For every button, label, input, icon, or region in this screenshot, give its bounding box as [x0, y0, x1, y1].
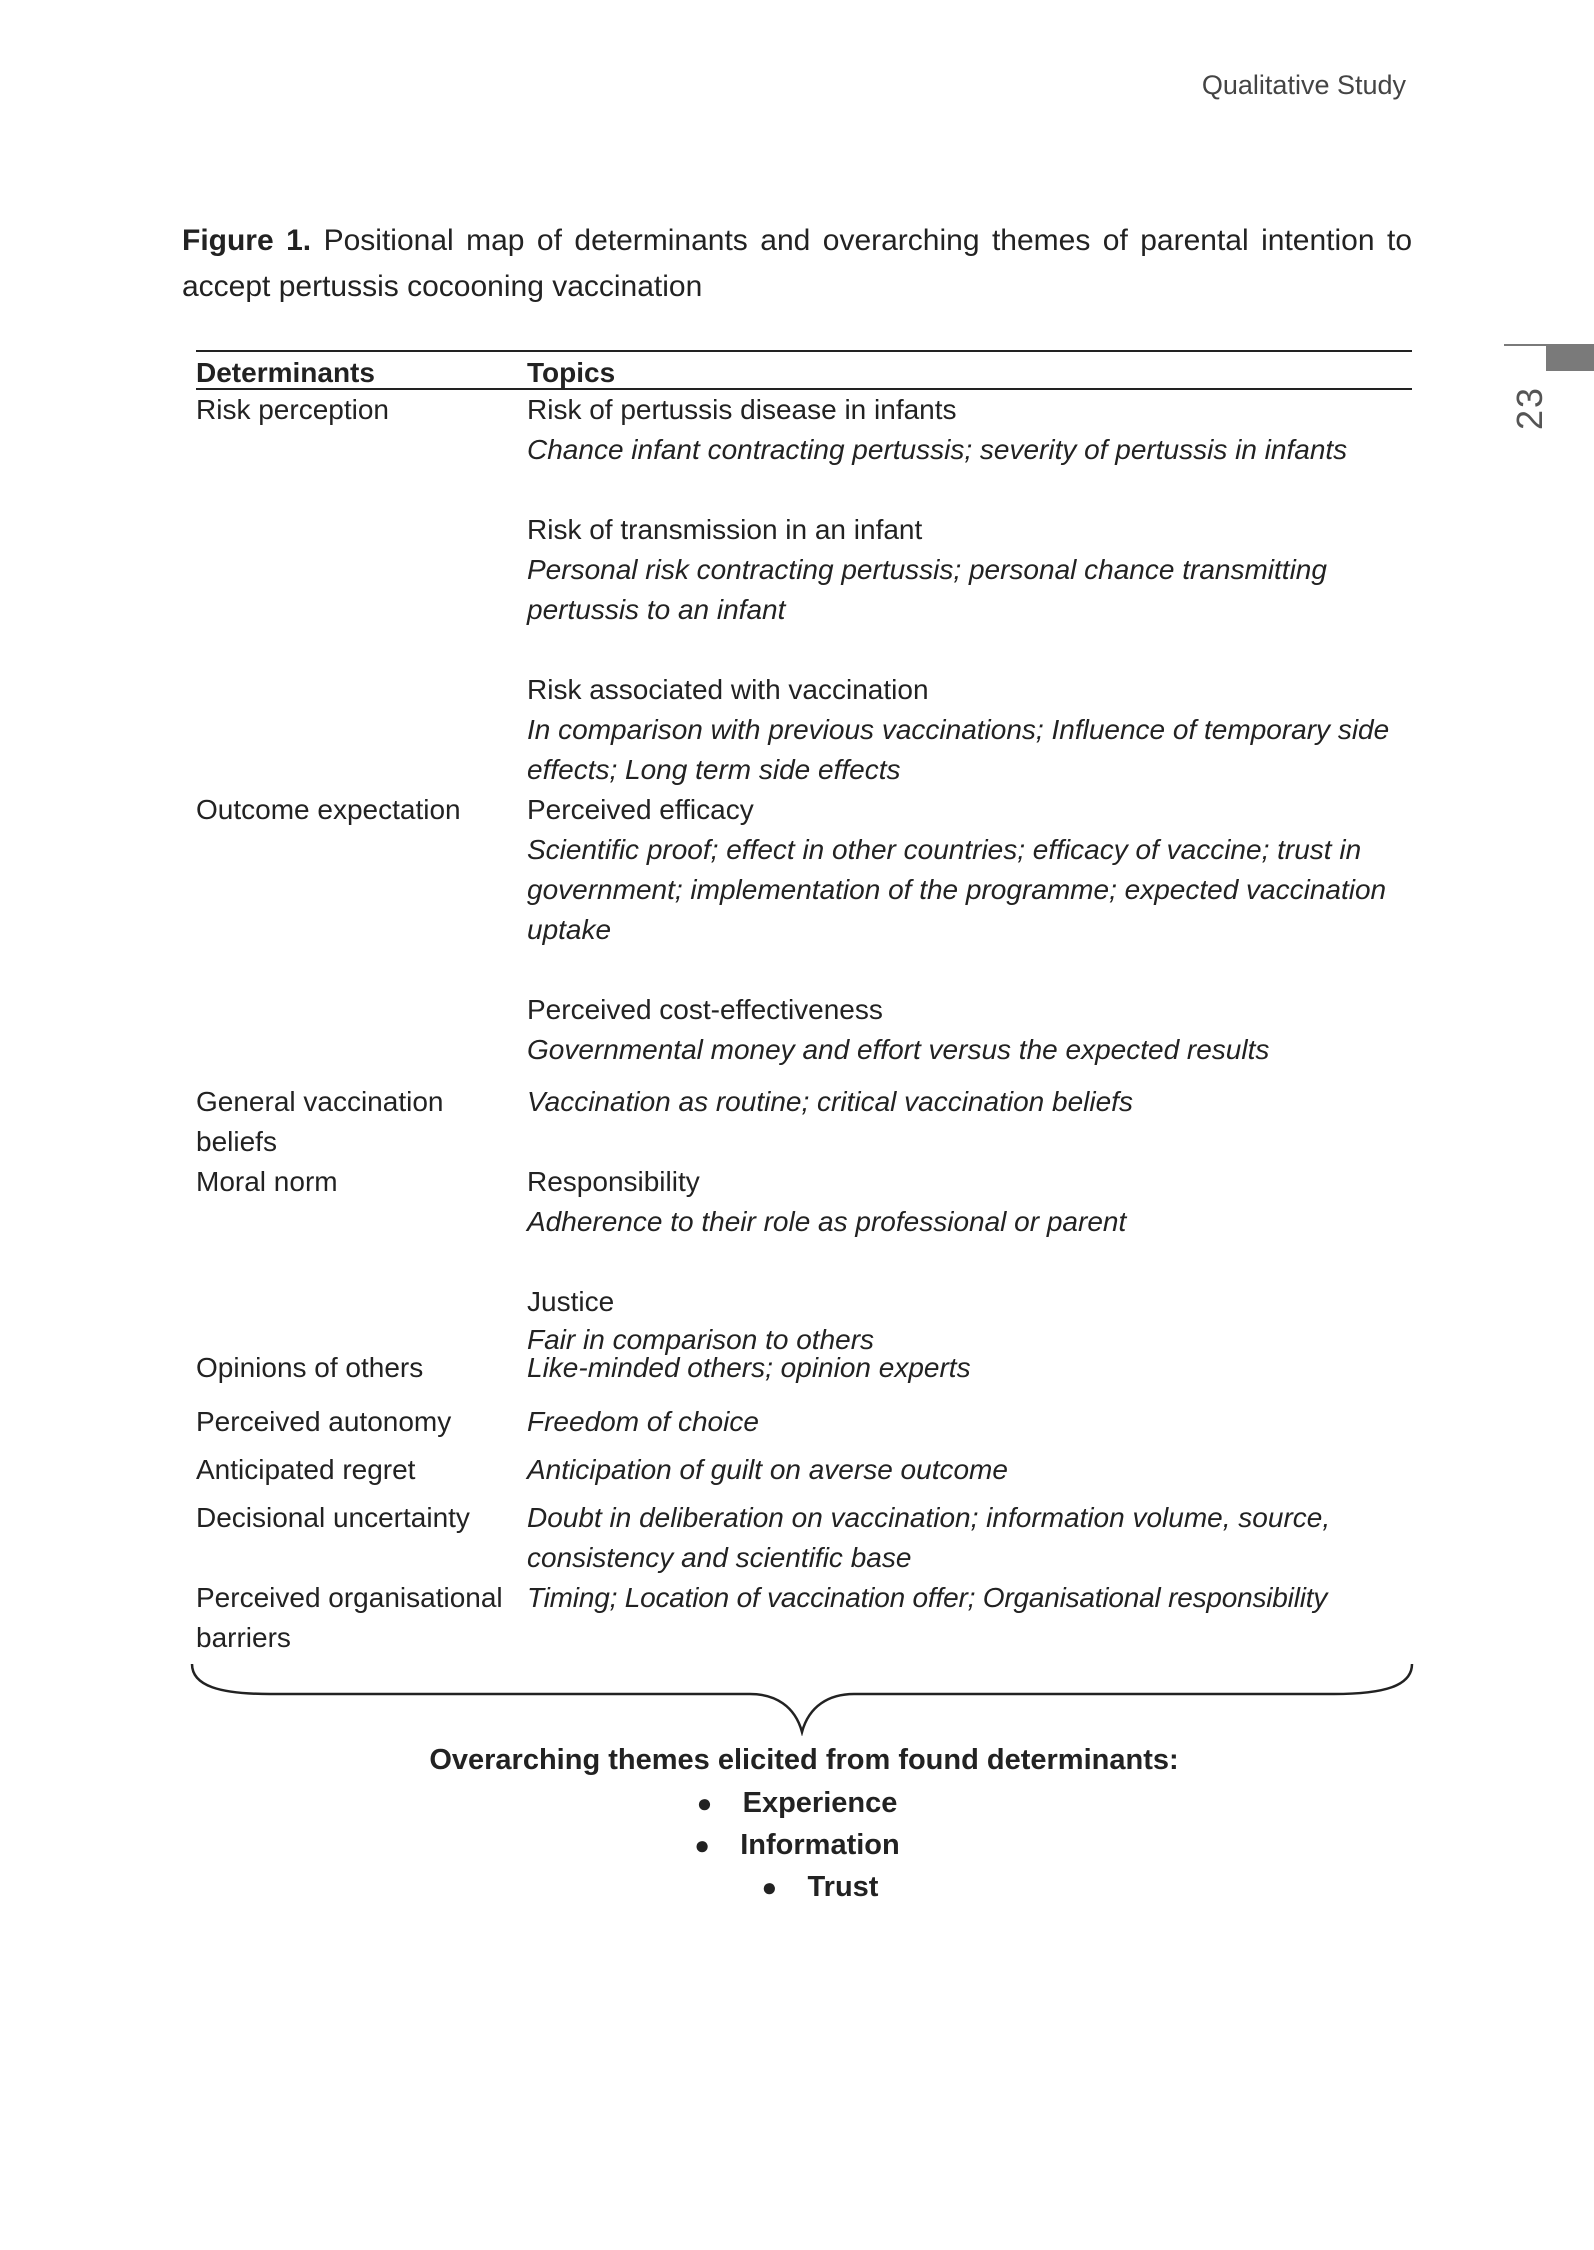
topic-description: Scientific proof; effect in other countries; efficacy of vaccine; trust in government; implementation of the programme; expected vaccination uptake	[527, 834, 1387, 945]
topics-cell	[527, 1348, 1412, 1388]
topic-description: In comparison with previous vaccinations; Influence of temporary side effects; Long term side effects	[527, 714, 1390, 785]
topics-cell	[527, 390, 1412, 790]
topic-description: Governmental money and effort versus the expected results	[527, 1034, 1270, 1065]
topic-description: Vaccination as routine; critical vaccination beliefs	[527, 1086, 1133, 1117]
determinant-cell: General vaccination beliefs	[196, 1086, 444, 1157]
determinant-cell: Risk perception	[196, 394, 389, 425]
topic-description: Like-minded others; opinion experts	[527, 1352, 971, 1383]
page-tab-rule	[1504, 344, 1546, 346]
topics-cell	[527, 1402, 1412, 1442]
page-number: 23	[1509, 385, 1550, 431]
topic-description: Timing; Location of vaccination offer; Organisational responsibility	[527, 1582, 1328, 1613]
determinant-cell: Anticipated regret	[196, 1454, 416, 1485]
themes-title: Overarching themes elicited from found determinants:	[429, 1744, 1179, 1776]
determinants-table	[196, 350, 1412, 1658]
determinant-cell: Opinions of others	[196, 1352, 424, 1383]
topics-cell	[527, 1578, 1412, 1658]
figure-caption	[182, 218, 1412, 310]
topic-description: Anticipation of guilt on averse outcome	[527, 1454, 1008, 1485]
bullet-icon: ●	[694, 1830, 710, 1860]
table-row	[196, 390, 1412, 790]
table-row	[196, 1402, 1412, 1442]
page-tab-marker	[1546, 344, 1594, 371]
determinant-cell: Outcome expectation	[196, 794, 461, 825]
table-row	[196, 1348, 1412, 1388]
figure-label: Figure 1.	[182, 224, 312, 257]
table-row	[196, 790, 1412, 1070]
curly-brace-graphic	[190, 1656, 1414, 1736]
topic-title: Justice	[527, 1286, 615, 1317]
topic-title: Perceived efficacy	[527, 794, 754, 825]
topic-title: Risk of pertussis disease in infants	[527, 394, 957, 425]
topic-title: Perceived cost-effectiveness	[527, 994, 883, 1025]
topics-cell	[527, 790, 1412, 1070]
table-row	[196, 1450, 1412, 1490]
bullet-icon: ●	[696, 1788, 713, 1818]
topic-title: Risk associated with vaccination	[527, 674, 929, 705]
determinant-cell: Perceived autonomy	[196, 1406, 452, 1437]
topic-description: Fair in comparison to others	[527, 1324, 875, 1355]
theme-label: Trust	[807, 1871, 879, 1903]
theme-label: Experience	[742, 1787, 898, 1819]
table-header-row	[196, 352, 1412, 390]
theme-label: Information	[740, 1829, 900, 1861]
determinant-cell: Perceived organisational barriers	[196, 1582, 503, 1653]
topics-cell	[527, 1082, 1412, 1162]
topic-description: Freedom of choice	[527, 1406, 759, 1437]
bullet-icon: ●	[761, 1872, 778, 1902]
topic-description: Doubt in deliberation on vaccination; information volume, source, consistency and scientific base	[527, 1502, 1331, 1573]
table-row	[196, 1082, 1412, 1162]
header-topics: Topics	[527, 357, 616, 388]
topic-title: Responsibility	[527, 1166, 700, 1197]
topic-description: Chance infant contracting pertussis; severity of pertussis in infants	[527, 434, 1348, 465]
determinant-cell: Moral norm	[196, 1166, 338, 1197]
themes-list	[0, 1782, 1594, 1908]
table-row	[196, 1162, 1412, 1358]
curly-brace	[190, 1656, 1414, 1736]
topic-title: Risk of transmission in an infant	[527, 514, 923, 545]
topics-cell	[527, 1498, 1412, 1578]
overarching-themes	[0, 1738, 1594, 1908]
figure-caption-text: Positional map of determinants and overarching themes of parental intention to accept pertussis cocooning vaccination	[182, 224, 1412, 303]
topics-cell	[527, 1450, 1412, 1490]
table-row	[196, 1578, 1412, 1658]
header-determinants: Determinants	[196, 357, 375, 388]
list-item	[0, 1782, 1594, 1824]
list-item	[46, 1866, 1594, 1908]
topics-cell	[527, 1162, 1412, 1358]
running-head: Qualitative Study	[1201, 70, 1406, 100]
determinant-cell: Decisional uncertainty	[196, 1502, 470, 1533]
list-item	[0, 1824, 1594, 1866]
table-row	[196, 1498, 1412, 1578]
topic-description: Personal risk contracting pertussis; personal chance transmitting pertussis to an infant	[527, 554, 1327, 625]
topic-description: Adherence to their role as professional or parent	[527, 1206, 1127, 1237]
